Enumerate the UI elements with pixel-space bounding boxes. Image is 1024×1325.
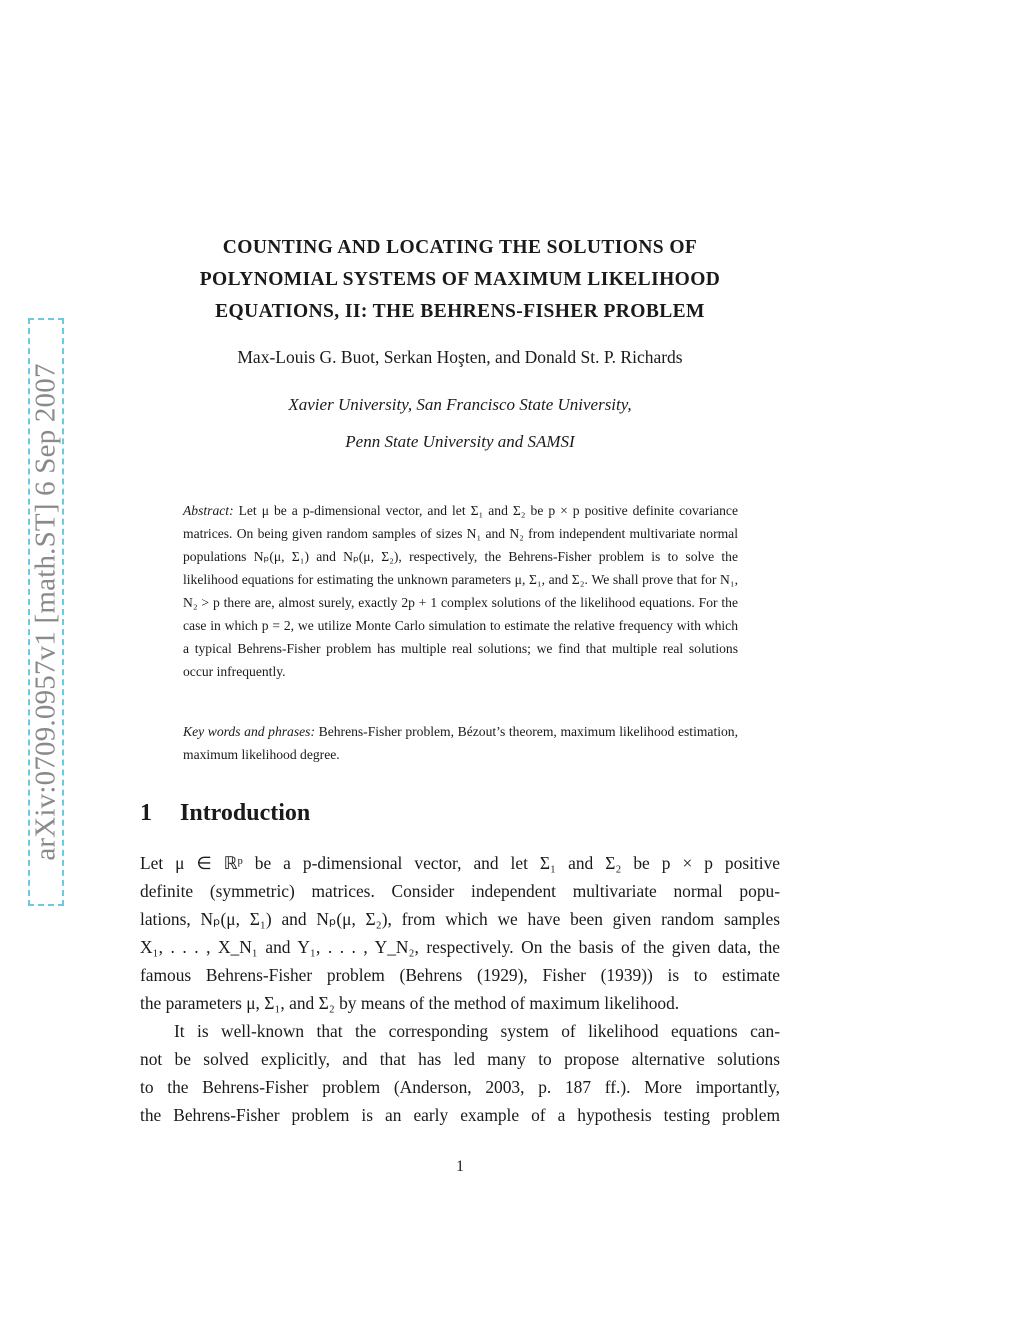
title-line-3: EQUATIONS, II: THE BEHRENS-FISHER PROBLEM bbox=[215, 301, 705, 322]
paper-title bbox=[140, 232, 780, 328]
paragraph-line: lations, Nₚ(μ, Σ₁) and Nₚ(μ, Σ₂), from which we have been given random samples bbox=[140, 909, 780, 929]
section-title: Introduction bbox=[180, 800, 311, 826]
page-number: 1 bbox=[456, 1158, 464, 1175]
paragraph-line: the Behrens-Fisher problem is an early example of a hypothesis testing problem bbox=[140, 1105, 780, 1125]
abstract bbox=[183, 499, 738, 683]
paragraph-line: definite (symmetric) matrices. Consider independent multivariate normal popu- bbox=[140, 881, 780, 901]
title-line-2: POLYNOMIAL SYSTEMS OF MAXIMUM LIKELIHOOD bbox=[199, 269, 721, 290]
arxiv-stamp-text: arXiv:0709.0957v1 [math.ST] 6 Sep 2007 bbox=[29, 363, 62, 861]
paragraph-line: to the Behrens-Fisher problem (Anderson, 2003, p. 187 ff.). More importantly, bbox=[140, 1077, 780, 1097]
paragraph-line: famous Behrens-Fisher problem (Behrens (1929), Fisher (1939)) is to estimate bbox=[140, 965, 780, 985]
section-heading bbox=[140, 800, 310, 827]
author-list: Max-Louis G. Buot, Serkan Hoşten, and Donald St. P. Richards bbox=[237, 347, 683, 367]
abstract-text: Let μ be a p-dimensional vector, and let Σ₁ and Σ₂ be p × p positive definite covariance matrices. On being given random samples of sizes N₁ and N₂ from independent multivariate normal populations Nₚ(μ, Σ₁) and Nₚ(μ, Σ₂), respectively, the Behrens-Fisher problem is to solve the likelihood equations for estimating the unknown parameters μ, Σ₁, and Σ₂. We shall prove that for N₁, N₂ > p there are, almost surely, exactly 2p + 1 complex solutions of the likelihood equations. For the case in which p = 2, we utilize Monte Carlo simulation to estimate the relative frequency with which a typical Behrens-Fisher problem has multiple real solutions; we find that multiple real solutions occur infrequently. bbox=[183, 503, 738, 679]
arxiv-stamp bbox=[28, 318, 64, 906]
affiliation-line-1: Xavier University, San Francisco State University, bbox=[288, 395, 632, 414]
paragraph-1 bbox=[140, 849, 780, 1017]
paragraph-line: It is well-known that the corresponding system of likelihood equations can- bbox=[174, 1021, 780, 1041]
keywords bbox=[183, 720, 738, 766]
paragraph-line: not be solved explicitly, and that has led many to propose alternative solutions bbox=[140, 1049, 780, 1069]
paragraph-line: Let μ ∈ ℝᵖ be a p-dimensional vector, and let Σ₁ and Σ₂ be p × p positive bbox=[140, 853, 780, 873]
paragraph-line: the parameters μ, Σ₁, and Σ₂ by means of the method of maximum likelihood. bbox=[140, 993, 680, 1013]
abstract-label: Abstract: bbox=[183, 503, 234, 518]
keywords-text: Behrens-Fisher problem, Bézout’s theorem, maximum likelihood estimation, maximum likelihood degree. bbox=[183, 724, 739, 762]
title-line-1: COUNTING AND LOCATING THE SOLUTIONS OF bbox=[222, 237, 698, 258]
paragraph-line: X₁, . . . , X_N₁ and Y₁, . . . , Y_N₂, respectively. On the basis of the given data, the bbox=[140, 937, 780, 957]
affiliation-line-2: Penn State University and SAMSI bbox=[345, 432, 575, 451]
paragraph-2 bbox=[140, 1017, 780, 1129]
keywords-label: Key words and phrases: bbox=[183, 724, 315, 739]
section-number: 1 bbox=[140, 800, 152, 826]
